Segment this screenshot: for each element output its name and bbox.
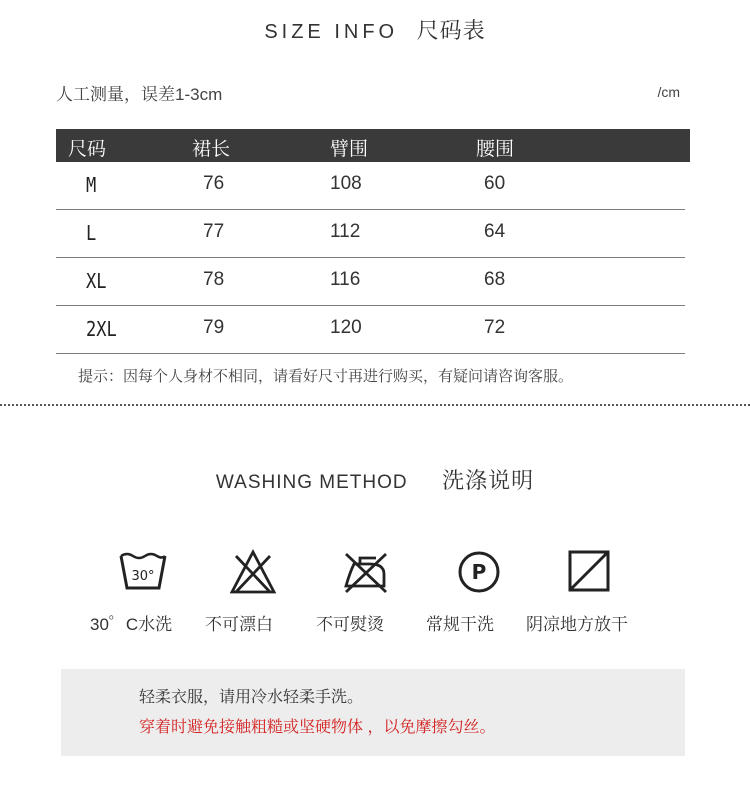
icon-label: 不可熨烫 <box>316 615 384 634</box>
icon-label: 常规干洗 <box>426 615 494 634</box>
washing-title-en: WASHING METHOD <box>215 472 408 493</box>
column-header-arm: 臂围 <box>330 139 369 160</box>
no-iron-icon <box>340 548 390 596</box>
washing-title-cn: 洗涤说明 <box>442 468 535 493</box>
arm-cell: 112 <box>330 221 361 242</box>
column-header-length: 裙长 <box>192 139 231 160</box>
length-cell: 76 <box>203 173 225 194</box>
waist-cell: 68 <box>484 269 506 290</box>
waist-cell: 72 <box>484 317 506 338</box>
length-cell: 78 <box>203 269 225 290</box>
size-info-title-en: SIZE INFO <box>264 21 399 43</box>
washing-title <box>0 464 750 495</box>
column-header-waist: 腰围 <box>476 139 515 160</box>
waist-cell: 64 <box>484 221 506 242</box>
svg-text:30°: 30° <box>131 569 155 584</box>
svg-text:P: P <box>471 560 487 584</box>
table-row <box>56 162 685 210</box>
arm-cell: 108 <box>330 173 362 194</box>
table-row <box>56 210 685 258</box>
icon-label: 不可漂白 <box>205 615 273 634</box>
size-cell: XL <box>86 269 107 293</box>
length-cell: 79 <box>203 317 225 338</box>
column-header-size: 尺码 <box>68 139 107 160</box>
size-cell: L <box>86 221 97 245</box>
care-warning-line: 穿着时避免接触粗糙或坚硬物体 ，以免摩擦勾丝。 <box>139 719 496 736</box>
size-info-title <box>0 14 750 45</box>
icon-label: 阴凉地方放干 <box>526 615 628 634</box>
arm-cell: 120 <box>330 317 362 338</box>
unit-label: /cm <box>657 84 680 100</box>
size-info-title-cn: 尺码表 <box>416 18 486 43</box>
dry-clean-p-icon <box>454 548 504 596</box>
table-row <box>56 258 685 306</box>
care-instructions-box <box>61 669 685 756</box>
no-bleach-icon <box>228 548 278 596</box>
waist-cell: 60 <box>484 173 506 194</box>
wash-30-icon <box>118 548 168 596</box>
size-table-header <box>56 129 690 162</box>
shade-dry-icon <box>564 548 614 596</box>
measurement-note: 人工测量，误差1-3cm <box>56 85 223 104</box>
table-row <box>56 306 685 354</box>
size-cell: M <box>86 173 97 197</box>
size-tip: 提示：因每个人身材不相同，请看好尺寸再进行购买，有疑问请咨询客服。 <box>78 368 574 385</box>
arm-cell: 116 <box>330 269 361 290</box>
length-cell: 77 <box>203 221 225 242</box>
size-cell: 2XL <box>86 317 117 341</box>
care-instruction-line: 轻柔衣服，请用冷水轻柔手洗。 <box>139 689 364 706</box>
dotted-divider <box>0 404 750 406</box>
icon-label: 30゜C水洗 <box>90 615 173 634</box>
